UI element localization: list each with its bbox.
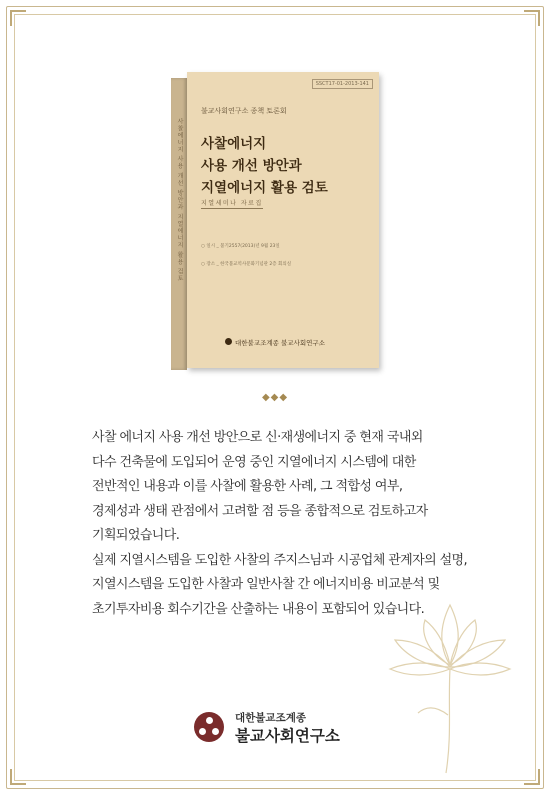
cover-date: ○ 일시 _ 불기2557(2013)년 9월 23일 — [201, 244, 280, 249]
cover-logo-icon — [225, 338, 232, 345]
cover-title-line: 사용 개선 방안과 — [201, 158, 302, 174]
description-line: 전반적인 내용과 이를 사찰에 활용한 사례, 그 적합성 여부, — [92, 479, 403, 494]
logo-org-name: 대한불교조계종 — [235, 712, 307, 724]
cover-title-line: 지열에너지 활용 검토 — [201, 180, 328, 196]
lotus-watermark-icon — [380, 585, 520, 775]
cover-title-line: 사찰에너지 — [201, 136, 267, 152]
cover-series-label: 불교사회연구소 종책 토론회 — [201, 107, 287, 115]
corner-ornament — [10, 769, 26, 785]
cover-publisher: 대한불교조계종 불교사회연구소 — [235, 339, 325, 347]
book-image — [171, 72, 381, 372]
description-line: 지열시스템을 도입한 사찰과 일반사찰 간 에너지비용 비교분석 및 — [92, 577, 440, 592]
logo-dot — [206, 717, 213, 724]
description-line: 다수 건축물에 도입되어 운영 중인 지열에너지 시스템에 대한 — [92, 454, 416, 470]
book-spine — [171, 78, 187, 370]
cover-tag: 지열세미나 자료집 — [201, 200, 263, 207]
description-line: 기획되었습니다. — [92, 528, 180, 543]
logo-institute-name: 불교사회연구소 — [235, 727, 340, 745]
description-line: 경제성과 생태 관점에서 고려할 점 등을 종합적으로 검토하고자 — [92, 503, 428, 519]
description-line: 사찰 에너지 사용 개선 방안으로 신·재생에너지 중 현재 국내외 — [92, 430, 423, 445]
corner-ornament — [524, 769, 540, 785]
cover-code: SSCT17-01-2013-141 — [312, 79, 373, 89]
corner-ornament — [524, 10, 540, 26]
cover-venue: ○ 장소 _ 한국불교역사문화기념관 2층 회의실 — [201, 262, 292, 267]
logo-dot — [199, 728, 206, 735]
book-cover — [187, 72, 379, 368]
logo-dot — [212, 728, 219, 735]
description-line: 실제 지열시스템을 도입한 사찰의 주지스님과 시공업체 관계자의 설명, — [92, 552, 468, 568]
corner-ornament — [10, 10, 26, 26]
spine-title: 사찰에너지 사용 개선 방안과 지열에너지 활용 검토 — [176, 118, 183, 283]
description-line: 초기투자비용 회수기간을 산출하는 내용이 포함되어 있습니다. — [92, 601, 425, 617]
diamond-divider: ◆◆◆ — [261, 392, 289, 403]
organization-logo-icon — [194, 712, 224, 742]
